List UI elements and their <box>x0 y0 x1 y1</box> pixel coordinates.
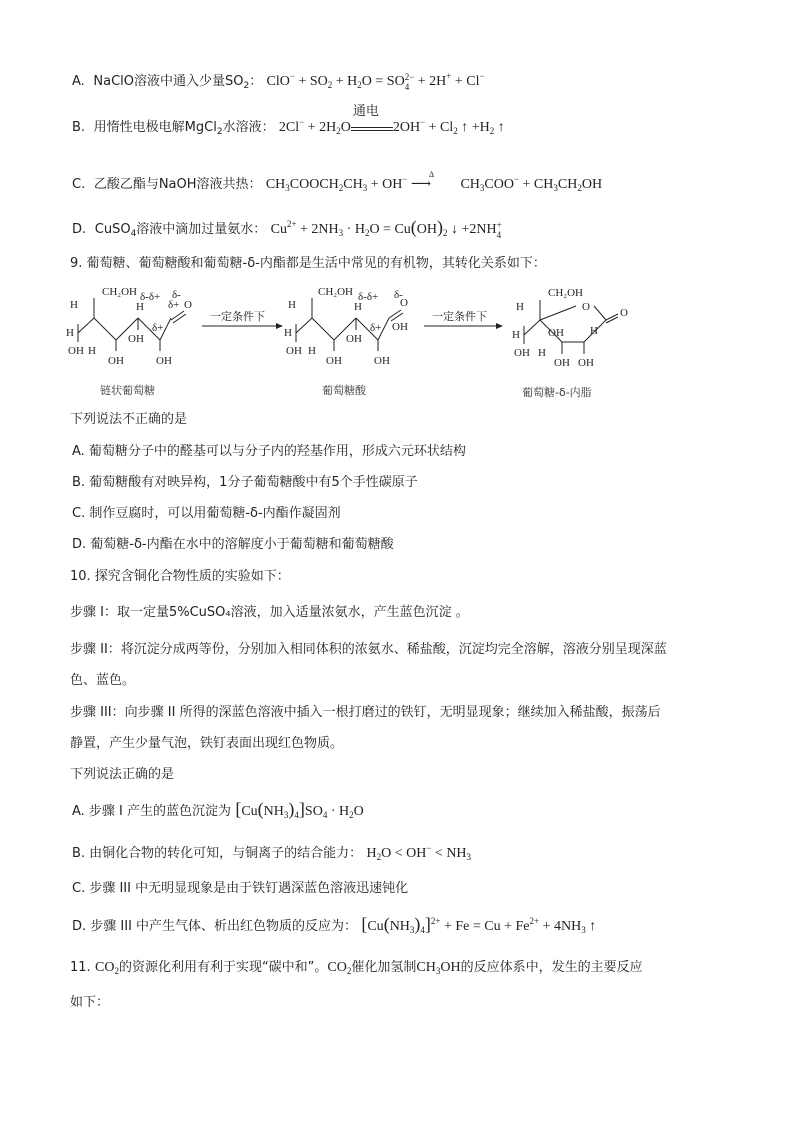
svg-text:δ-: δ- <box>172 289 181 301</box>
q10-step1: 步骤 I：取一定量5%CuSO₄溶液，加入适量浓氨水，产生蓝色沉淀 。 <box>70 605 469 620</box>
svg-text:OH: OH <box>326 355 342 367</box>
q10-step3-line2: 静置，产生少量气泡，铁钉表面出现红色物质。 <box>70 736 344 751</box>
arrow1-label: 一定条件下 <box>210 310 265 323</box>
q10-option-c: C. 步骤 III 中无明显现象是由于铁钉遇深蓝色溶液迅速钝化 <box>72 881 409 896</box>
q10-step2-line2: 色、蓝色。 <box>70 673 136 688</box>
svg-text:H: H <box>308 345 316 357</box>
q10-option-a-formula: $[Cu(NH_3)_4]SO_4 \cdot H_2O$ <box>235 799 364 820</box>
svg-text:H: H <box>288 299 296 311</box>
q9-stem: 9. 葡萄糖、葡萄糖酸和葡萄糖-δ-内酯都是生活中常见的有机物，其转化关系如下： <box>70 256 546 271</box>
q10-option-d-formula: $[Cu(NH_3)_4]^{2+} + Fe = Cu + Fe^{2+} + 4NH_3$ ↑ <box>361 914 597 935</box>
q9-option-c: C. 制作豆腐时，可以用葡萄糖-δ-内酯作凝固剂 <box>72 506 341 521</box>
svg-text:H: H <box>284 327 292 339</box>
svg-text:H: H <box>538 347 546 359</box>
arrow2-label: 一定条件下 <box>432 310 487 323</box>
option-d-prev-equation: $Cu^{2+} + 2NH_3 \cdot H_2O = Cu(OH)_2$ ↓ +2NH+ 4 <box>270 217 502 240</box>
mol1-name: 链状葡萄糖 <box>100 384 155 397</box>
mol3-glucono-lactone <box>524 300 618 354</box>
svg-text:O: O <box>400 297 408 309</box>
option-c-prev-equation: $CH_3COOCH_2CH_3 + OH^-$ Δ ⟶ $CH_3COO^- + CH_3CH_2OH$ <box>265 170 603 193</box>
svg-text:OH: OH <box>514 347 530 359</box>
svg-text:O: O <box>184 299 192 311</box>
svg-text:H: H <box>136 301 144 313</box>
mol2-name: 葡萄糖酸 <box>322 384 366 397</box>
svg-text:δ-δ+: δ-δ+ <box>358 291 379 303</box>
svg-text:CH₂OH: CH₂OH <box>318 286 354 298</box>
option-a-prev: A. NaClO溶液中通入少量$SO_2$： $ClO^- + SO_2 + H_2O = SO2-$ 4 + 2H+ + Cl− <box>72 71 485 92</box>
q10-option-d: D. 步骤 III 中产生气体、析出红色物质的反应为： $[Cu(NH_3)_4]^{2+} + Fe = Cu + Fe^{2+} + 4NH_3$ ↑ <box>72 914 597 935</box>
q10-option-a: A. 步骤 I 产生的蓝色沉淀为 $[Cu(NH_3)_4]SO_4 \cdot H_2O$ <box>72 799 364 820</box>
svg-text:H: H <box>88 345 96 357</box>
option-b-prev-equation: $2Cl^- + 2H_2O$ 通电 $2OH^- + Cl_2$ ↑ $+H_2$ ↑ <box>278 104 505 136</box>
svg-text:CH₂OH: CH₂OH <box>548 287 584 299</box>
svg-text:δ+: δ+ <box>168 299 180 311</box>
svg-text:H: H <box>70 299 78 311</box>
option-a-prev-text: NaClO溶液中通入少量$SO_2$： <box>93 74 263 91</box>
svg-text:OH: OH <box>68 345 84 357</box>
option-d-prev-text: CuSO$_4$溶液中滴加过量氨水： <box>94 222 267 239</box>
q10-step2-line1: 步骤 II：将沉淀分成两等份，分别加入相同体积的浓氨水、稀盐酸，沉淀均完全溶解，溶液分别呈现深蓝 <box>70 642 667 657</box>
q9-prompt: 下列说法不正确的是 <box>70 412 188 427</box>
svg-text:H: H <box>66 327 74 339</box>
svg-text:O: O <box>620 307 628 319</box>
svg-text:OH: OH <box>128 333 144 345</box>
option-a-prev-equation: $ClO^- + SO_2 + H_2O = SO2-$ 4 + 2H+ + Cl− <box>266 71 485 92</box>
q10-option-b-formula: $H_2O < OH^- < NH_3$ <box>366 843 472 862</box>
option-d-prev: D. CuSO$_4$溶液中滴加过量氨水： $Cu^{2+} + 2NH_3 \cdot H_2O = Cu(OH)_2$ ↓ +2NH+ 4 <box>72 217 502 240</box>
q9-reaction-diagram <box>64 278 664 402</box>
option-b-prev: B. 用惰性电极电解MgCl$_2$水溶液： $2Cl^- + 2H_2O$ 通电 $2OH^- + Cl_2$ ↑ $+H_2$ ↑ <box>72 104 505 137</box>
svg-text:δ+: δ+ <box>152 322 164 334</box>
svg-text:OH: OH <box>548 327 564 339</box>
svg-text:OH: OH <box>346 333 362 345</box>
svg-text:O: O <box>582 301 590 313</box>
svg-text:CH₂OH: CH₂OH <box>102 286 138 298</box>
mol3-name: 葡萄糖-δ-内脂 <box>522 386 592 399</box>
q9-option-d: D. 葡萄糖-δ-内酯在水中的溶解度小于葡萄糖和葡萄糖酸 <box>72 537 394 552</box>
svg-text:δ-δ+: δ-δ+ <box>140 291 161 303</box>
svg-text:OH: OH <box>286 345 302 357</box>
svg-text:OH: OH <box>392 321 408 333</box>
svg-text:H: H <box>354 301 362 313</box>
option-b-prev-text: 用惰性电极电解MgCl$_2$水溶液： <box>93 120 275 137</box>
svg-text:OH: OH <box>554 357 570 369</box>
q11-line1: 11. $CO_2$的资源化利用有利于实现“碳中和”。$CO_2$催化加氢制$CH_3OH$的反应体系中，发生的主要反应 <box>70 960 643 976</box>
svg-text:H: H <box>516 301 524 313</box>
q11-line2: 如下： <box>70 995 110 1010</box>
option-c-prev: C. 乙酸乙酯与NaOH溶液共热： $CH_3COOCH_2CH_3 + OH^-$ Δ ⟶ $CH_3COO^- + CH_3CH_2OH$ <box>72 170 603 193</box>
svg-text:OH: OH <box>156 355 172 367</box>
svg-text:H: H <box>512 329 520 341</box>
svg-text:OH: OH <box>578 357 594 369</box>
svg-text:δ+: δ+ <box>370 322 382 334</box>
q10-prompt: 下列说法正确的是 <box>70 767 175 782</box>
svg-text:δ-: δ- <box>394 289 403 301</box>
svg-text:OH: OH <box>108 355 124 367</box>
q9-option-b: B. 葡萄糖酸有对映异构，1分子葡萄糖酸中有5个手性碳原子 <box>72 475 418 490</box>
q10-option-b: B. 由铜化合物的转化可知，与铜离子的结合能力： $H_2O < OH^- < NH_3$ <box>72 843 472 862</box>
q10-step3-line1: 步骤 III：向步骤 II 所得的深蓝色溶液中插入一根打磨过的铁钉，无明显现象；继续加入稀盐酸，振荡后 <box>70 705 661 720</box>
svg-text:OH: OH <box>374 355 390 367</box>
q10-stem: 10. 探究含铜化合物性质的实验如下： <box>70 569 290 584</box>
svg-text:H: H <box>590 325 598 337</box>
q9-option-a: A. 葡萄糖分子中的醛基可以与分子内的羟基作用，形成六元环状结构 <box>72 444 466 459</box>
